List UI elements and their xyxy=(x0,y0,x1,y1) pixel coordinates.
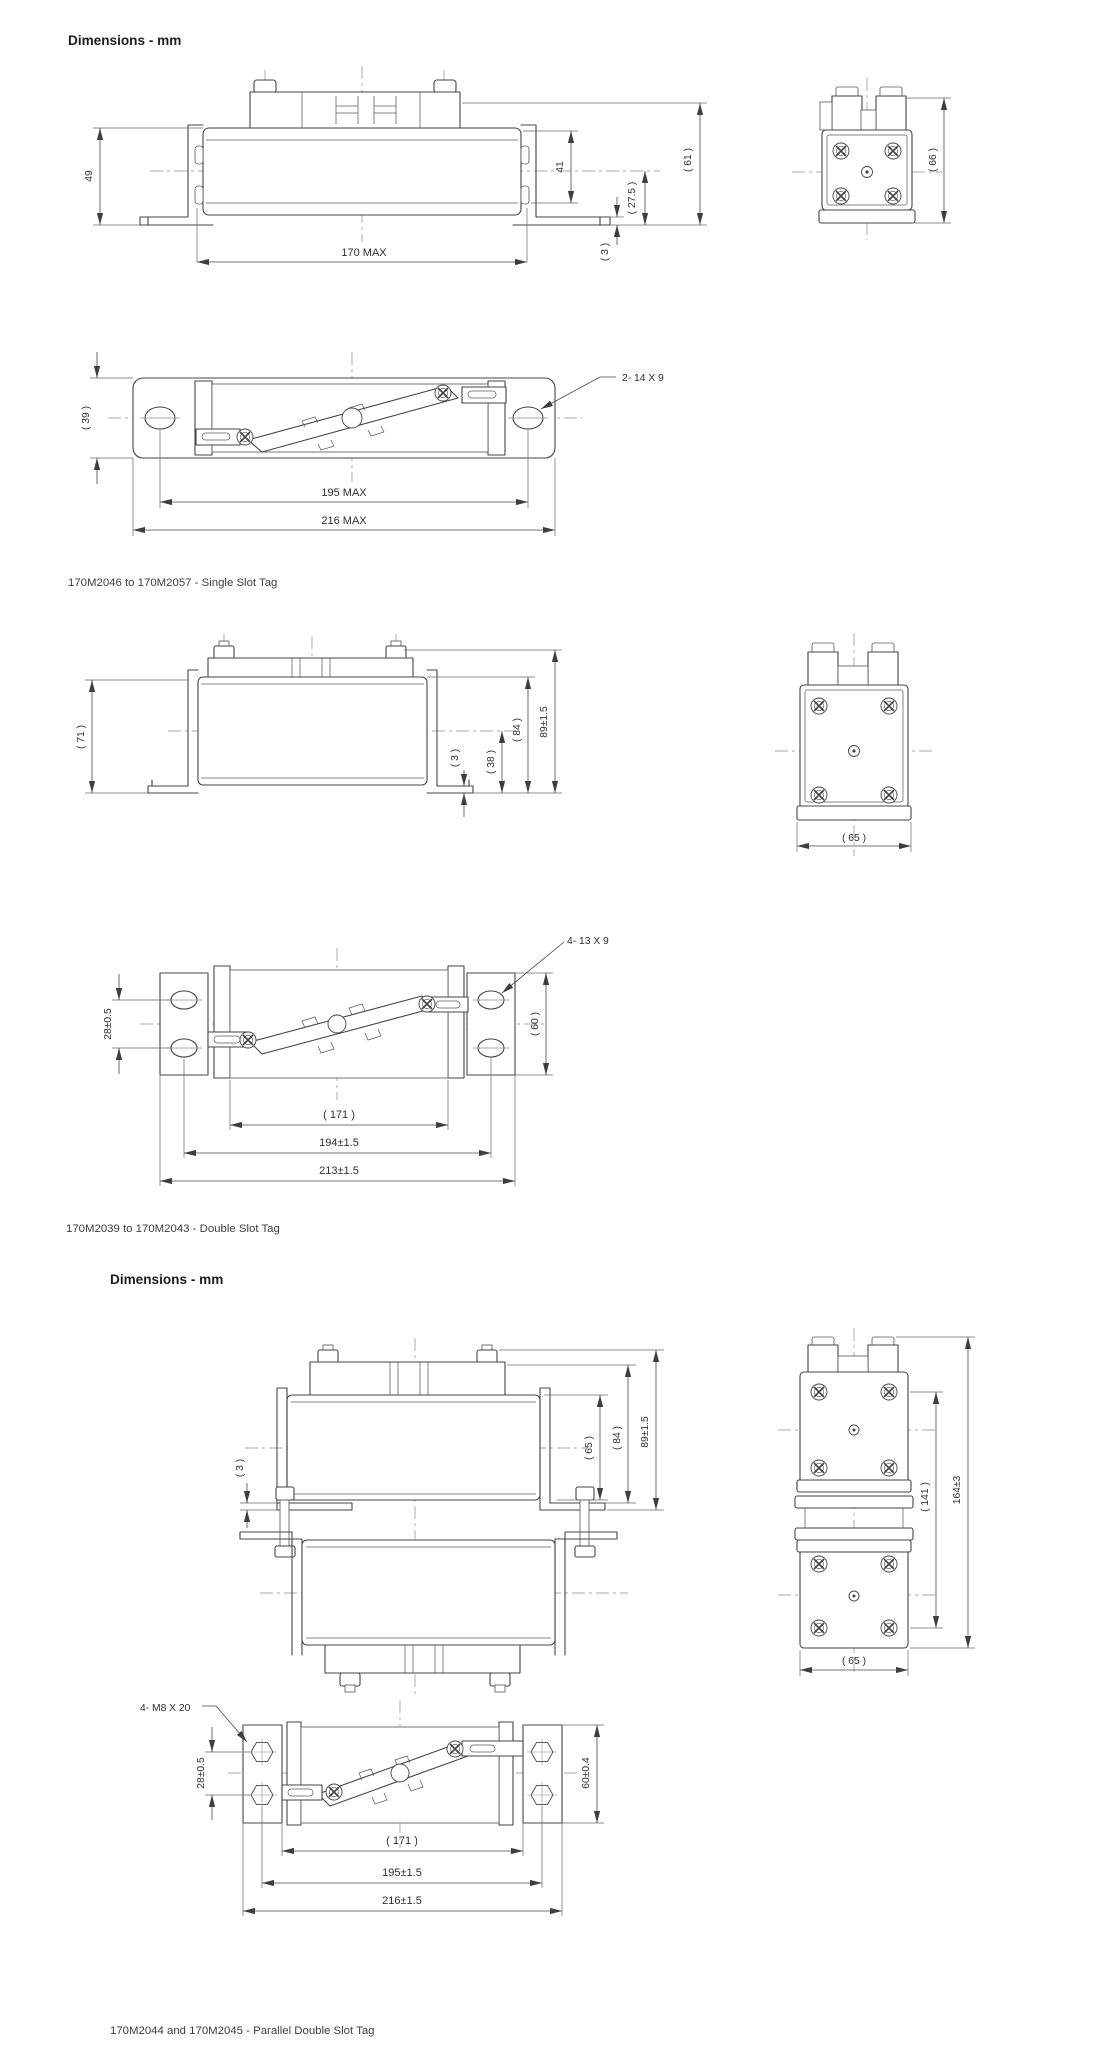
dim-194-label: 194±1.5 xyxy=(319,1137,359,1149)
dim-216max-label: 216 MAX xyxy=(321,515,367,527)
dim-216-label: 216±1.5 xyxy=(382,1895,422,1907)
dim-89-label: 89±1.5 xyxy=(539,706,550,738)
dim-28-label: 28±0.5 xyxy=(103,1008,114,1040)
dim-65-label: ( 65 ) xyxy=(584,1435,595,1461)
dim-213-label: 213±1.5 xyxy=(319,1165,359,1177)
dim-195max-label: 195 MAX xyxy=(321,487,367,499)
dim-65-bottom-label: ( 65 ) xyxy=(841,1656,867,1667)
bolt-size-note: 4- M8 X 20 xyxy=(140,1703,191,1714)
slot-size-note: 4- 13 X 9 xyxy=(567,936,609,947)
dim-60-label: ( 60 ) xyxy=(530,1011,541,1037)
single-slot-front-view xyxy=(84,66,707,262)
dim-71-label: ( 71 ) xyxy=(76,724,87,750)
double-slot-end-view xyxy=(775,633,935,856)
dim-38-label: ( 38 ) xyxy=(486,749,497,775)
caption-parallel-double: 170M2044 and 170M2045 - Parallel Double Slot Tag xyxy=(110,2025,375,2037)
dim-61-label: ( 61 ) xyxy=(683,147,694,173)
dim-195-label: 195±1.5 xyxy=(382,1867,422,1879)
page-title-2: Dimensions - mm xyxy=(110,1272,224,1287)
slot-size-note: 2- 14 X 9 xyxy=(622,373,664,384)
double-slot-top-view xyxy=(103,936,609,1186)
single-slot-top-view xyxy=(81,352,664,536)
double-slot-front-view xyxy=(76,634,562,817)
dim-164-label: 164±3 xyxy=(952,1475,963,1505)
dim-49-label: 49 xyxy=(84,170,95,182)
page-title-1: Dimensions - mm xyxy=(68,33,182,48)
dim-27-5-label: ( 27.5 ) xyxy=(627,181,638,215)
dim-3-label: ( 3 ) xyxy=(600,242,611,262)
single-slot-end-view xyxy=(792,78,951,240)
dim-3-label: ( 3 ) xyxy=(235,1458,246,1478)
dim-171-label: ( 171 ) xyxy=(386,1835,418,1847)
dim-60-label: 60±0.4 xyxy=(581,1757,592,1789)
dim-3-label: ( 3 ) xyxy=(450,748,461,768)
dim-170max-label: 170 MAX xyxy=(341,247,387,259)
dim-65-label: ( 65 ) xyxy=(841,833,867,844)
dim-84-label: ( 84 ) xyxy=(512,717,523,743)
parallel-double-front-view xyxy=(235,1338,664,1698)
parallel-double-end-view xyxy=(778,1328,975,1676)
dim-41-label: 41 xyxy=(555,161,566,173)
parallel-double-top-view xyxy=(140,1700,604,1916)
caption-double-slot: 170M2039 to 170M2043 - Double Slot Tag xyxy=(66,1223,280,1235)
dim-171-label: ( 171 ) xyxy=(323,1109,355,1121)
dim-28-label: 28±0.5 xyxy=(196,1757,207,1789)
dim-39-label: ( 39 ) xyxy=(81,405,92,431)
caption-single-slot: 170M2046 to 170M2057 - Single Slot Tag xyxy=(68,577,278,589)
dim-84-label: ( 84 ) xyxy=(612,1425,623,1451)
dim-66-label: ( 66 ) xyxy=(928,147,939,173)
dim-141-label: ( 141 ) xyxy=(920,1482,931,1512)
dim-89-label: 89±1.5 xyxy=(640,1416,651,1448)
